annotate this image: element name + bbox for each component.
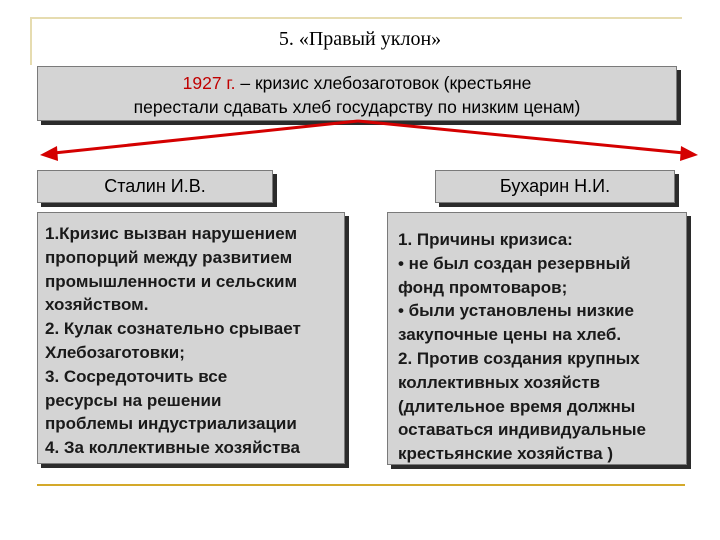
- bukharin-line: • были установлены низкие: [398, 301, 634, 321]
- bukharin-line: оставаться индивидуальные: [398, 420, 646, 440]
- stalin-line: 1.Кризис вызван нарушением: [45, 224, 298, 243]
- stalin-line: 4. За коллективные хозяйства: [45, 438, 300, 458]
- bukharin-line: 2. Против создания крупных: [398, 348, 640, 368]
- bukharin-line: фонд промтоваров;: [398, 277, 568, 297]
- stalin-line: пропорций между развитием: [45, 247, 293, 267]
- stalin-line: ресурсы на решении: [45, 390, 222, 410]
- bukharin-position-box: [387, 212, 687, 465]
- bukharin-line: • не был создан резервный: [398, 253, 631, 273]
- slide-title: 5. «Правый уклон»: [278, 28, 442, 50]
- bukharin-line: крестьянские хозяйства ): [398, 444, 613, 464]
- crisis-summary-box: [37, 66, 677, 121]
- stalin-line: Хлебозаготовки;: [45, 342, 185, 362]
- stalin-line: 3. Сосредоточить все: [45, 366, 228, 386]
- summary-line-1: [38, 71, 676, 95]
- stalin-line: 2. Кулак сознательно срывает: [45, 319, 301, 339]
- stalin-position-box: [37, 212, 345, 464]
- summary-line-1-text: – кризис хлебозаготовок (крестьяне: [235, 73, 532, 93]
- left-arrow-line: [54, 121, 358, 153]
- stalin-line: хозяйством.: [45, 295, 149, 315]
- crisis-year: 1927 г.: [182, 73, 236, 93]
- bukharin-line: коллективных хозяйств: [398, 372, 601, 392]
- bukharin-line: (длительное время должны: [398, 396, 636, 416]
- bukharin-line: закупочные цены на хлеб.: [398, 325, 622, 345]
- stalin-line: проблемы индустриализации: [45, 414, 297, 434]
- bukharin-line: 1. Причины кризиса:: [398, 230, 573, 249]
- right-arrow-line: [358, 121, 684, 153]
- bottom-accent-line: [37, 484, 685, 486]
- stalin-line: промышленности и сельским: [45, 271, 298, 291]
- stalin-name-box: Сталин И.В.: [37, 170, 273, 203]
- summary-line-2: перестали сдавать хлеб государству по низким ценам): [133, 97, 581, 117]
- left-arrowhead: [40, 146, 58, 161]
- right-arrowhead: [680, 146, 698, 161]
- frame-top-line: [30, 17, 682, 19]
- bukharin-name-box: Бухарин Н.И.: [435, 170, 675, 203]
